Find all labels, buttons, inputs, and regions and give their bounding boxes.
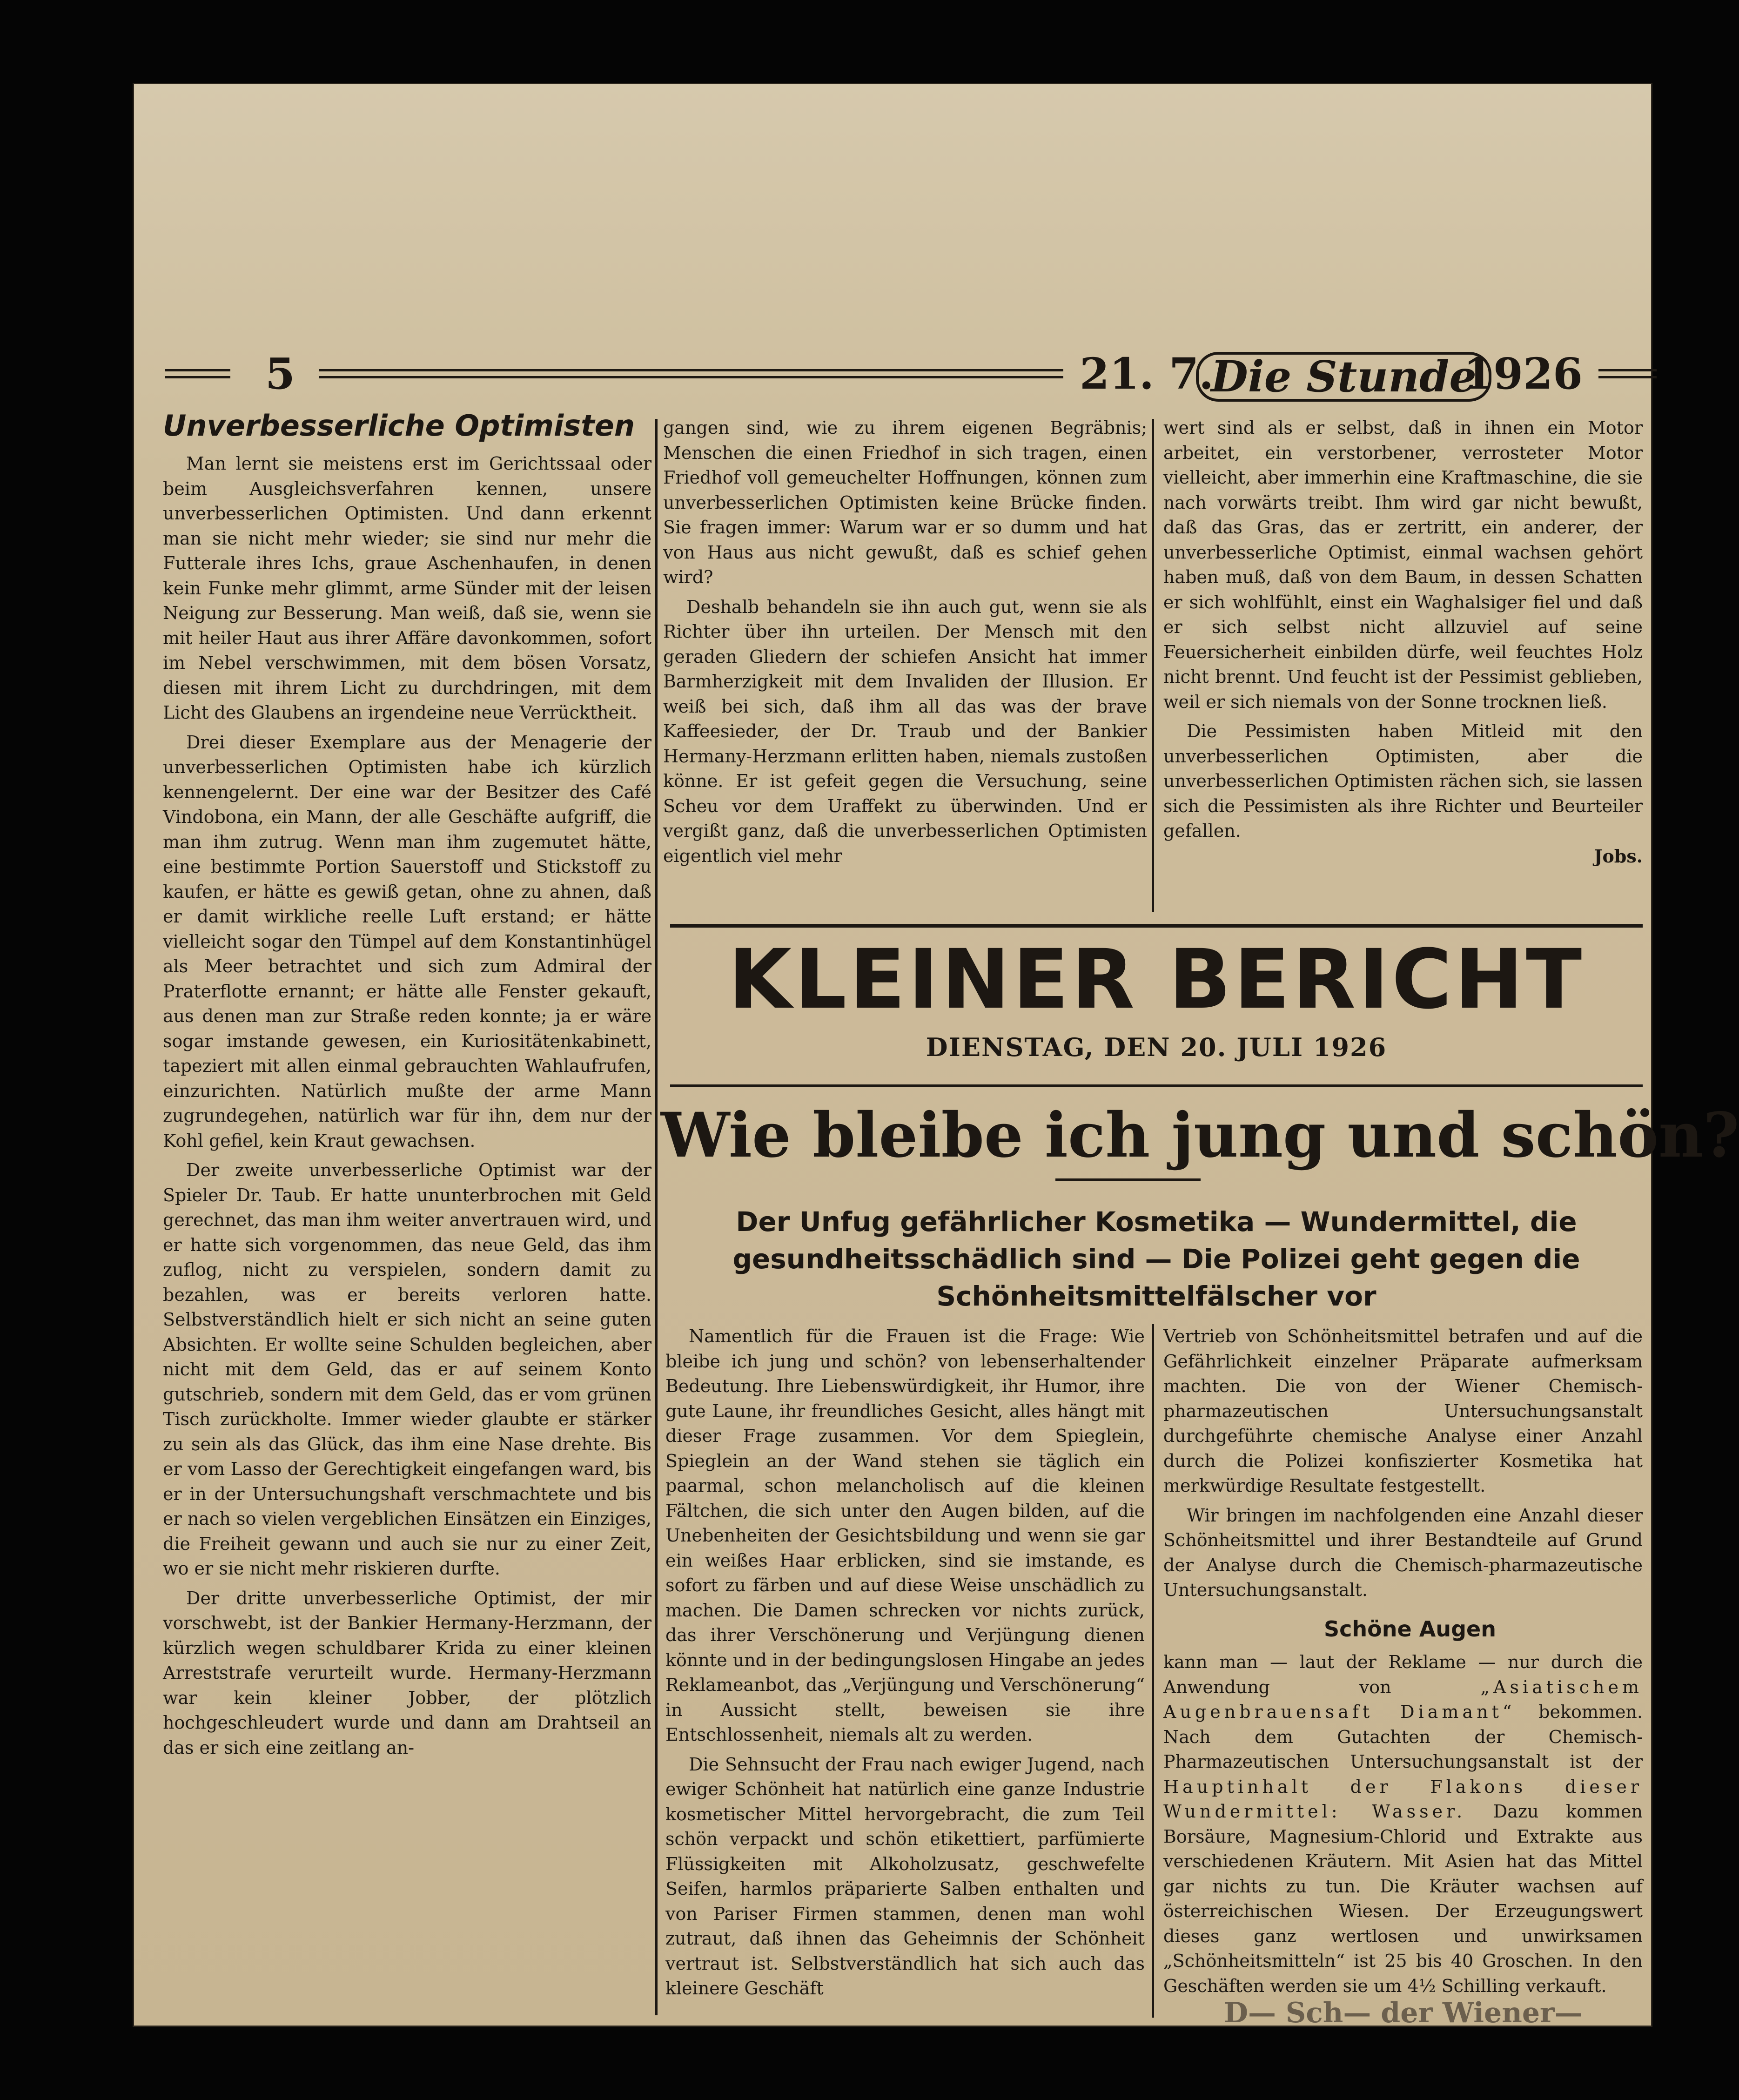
paragraph: wert sind als er selbst, daß in ihnen ein Motor arbeitet, ein verstorbener, verrosteter Motor vielleicht, aber immerhin eine Kraftmaschine, die sie nach vorwärts treibt. Ihm wird gar nicht bewußt, daß das Gras, das er zertritt, ein anderer, der unverbesserliche Optimist, einmal wachsen gehört haben muß, daß von dem Baum, in dessen Schatten er sich wohlfühlt, einst ein Waghalsiger fiel und daß er sich selbst nicht allzuviel auf seine Feuersicherheit einbilden dürfe, weil feuchtes Holz nicht brennt. Und feucht ist der Pessimist geblieben, weil er sich niemals von der Sonne trocknen ließ. xyxy=(1163,417,1643,712)
column-divider xyxy=(1152,1324,1154,2018)
text: kann man — laut der Reklame — nur durch die Anwendung von xyxy=(1163,1652,1643,1697)
masthead-rule xyxy=(1598,369,1657,378)
masthead-date: 21. 7. xyxy=(1080,349,1214,399)
newspaper-logo: Die Stunde xyxy=(1196,352,1491,402)
paragraph: Deshalb behandeln sie ihn auch gut, wenn sie als Richter über ihn urteilen. Der Mensch mit den geraden Gliedern der schiefen Ansicht hat immer Barmherzigkeit mit dem Invaliden der Illusion. Er weiß bei sich, daß ihm all das was der brave Kaffeesieder, der Dr. Traub und der Bankier Hermany-Herzmann erlitten haben, niemals zustoßen könne. Er ist gefeit gegen die Versuchung, seine Scheu vor dem Uraffekt zu überwinden. Und er vergißt ganz, daß die unverbesserlichen Optimisten eigentlich viel mehr xyxy=(663,596,1147,866)
section-rule xyxy=(670,1084,1643,1087)
headline-underline xyxy=(1055,1178,1201,1181)
article-column-6 xyxy=(1163,1650,1643,1996)
subheading: Schöne Augen xyxy=(1324,1616,1496,1642)
paragraph: Die Pessimisten haben Mitleid mit den unverbesserlichen Optimisten, aber die unverbesserlichen Optimisten rächen sich, sie lassen sich die Pessimisten als ihre Richter und Beurteiler gefallen. xyxy=(1163,721,1643,841)
paragraph: Drei dieser Exemplare aus der Menagerie der unverbesserlichen Optimisten habe ich kürzlich kennengelernt. Der eine war der Besitzer des Café Vindobona, ein Mann, der alle Geschäfte aufgriff, die man ihm zutrug. Wenn man ihm zugemutet hätte, eine bestimmte Portion Sauerstoff und Stickstoff zu kaufen, er hätte es gewiß getan, ohne zu ahnen, daß er damit wirkliche reelle Luft erstand; er hätte vielleicht sogar den Tümpel auf dem Konstantinhügel als Meer betrachtet und sich zum Admiral der Praterflotte ernannt; er hätte alle Fenster gekauft, aus denen man zur Straße reden konnte; ja er wäre sogar imstande gewesen, ein Kuriositätenkabinett, tapeziert mit allen einmal gebrauchten Wahlaufrufen, einzurichten. Natürlich mußte der arme Mann zugrundegehen, natürlich war für ihn, dem nur der Kohl gefiel, kein Kraut gewachsen. xyxy=(163,732,651,1151)
paragraph: gangen sind, wie zu ihrem eigenen Begräbnis; Menschen die einen Friedhof in sich tragen, einen Friedhof voll gemeuchelter Hoffnungen, können zum unverbesserlichen Optimisten keine Brücke finden. Sie fragen immer: Warum war er so dumm und hat von Haus aus nicht gewußt, daß es schief gehen wird? xyxy=(663,417,1147,587)
article-column-3 xyxy=(1163,416,1643,914)
spaced-text: „Asiatischem Augenbrauensaft Diamant“ xyxy=(1163,1676,1643,1722)
subheadline: Der Unfug gefährlicher Kosmetika — Wundermittel, die gesundheitsschädlich sind — Die Polizei geht gegen die Schönheitsmittelfälscher vor xyxy=(732,1206,1580,1312)
headline: Wie bleibe ich jung und schön? xyxy=(661,1099,1739,1171)
paragraph: Wir bringen im nachfolgenden eine Anzahl dieser Schönheitsmittel und ihrer Bestandteile auf Grund der Analyse durch die Chemisch-pharmazeutische Untersuchungsanstalt. xyxy=(1163,1505,1643,1600)
masthead-year: 1926 xyxy=(1464,349,1583,399)
paragraph: Vertrieb von Schönheitsmittel betrafen und auf die Gefährlichkeit einzelner Präparate aufmerksam machten. Die von der Wiener Chemisch-pharmazeutischen Untersuchungsanstalt durchgeführte chemische Analyse einer Anzahl durch die Polizei konfiszierter Kosmetika hat merkwürdige Resultate festgestellt. xyxy=(1163,1326,1643,1496)
paragraph: Man lernt sie meistens erst im Gerichtssaal oder beim Ausgleichsverfahren kennen, unsere unverbesserlichen Optimisten. Und dann erkennt man sie nicht mehr wieder; sie sind nur mehr die Futterale ihres Ichs, graue Aschenhaufen, in denen kein Funke mehr glimmt, arme Sünder mit der leisen Neigung zur Besserung. Man weiß, daß sie, wenn sie mit heiler Haut aus ihrer Affäre davonkommen, sofort im Nebel verschwimmen, mit dem bösen Vorsatz, diesen mit ihrem Licht zu durchdringen, mit dem Licht des Glaubens an irgendeine neue Verrücktheit. xyxy=(163,453,651,723)
section-date: DIENSTAG, DEN 20. JULI 1926 xyxy=(926,1032,1387,1062)
column-divider xyxy=(1152,419,1154,912)
cut-off-heading-fragment: D— Sch— der Wiener— xyxy=(1224,1997,1583,2029)
article-title: Unverbesserliche Optimisten xyxy=(163,409,635,443)
masthead-rule xyxy=(165,369,230,378)
article-column-5 xyxy=(1163,1324,1643,1608)
paragraph: Der zweite unverbesserliche Optimist war der Spieler Dr. Taub. Er hatte ununterbrochen mit Geld gerechnet, das man ihm weiter anvertrauen wird, und er hatte sich vorgenommen, das neue Geld, das ihm zuflog, nicht zu verspielen, sondern damit zu bezahlen, was er bereits verloren hatte. Selbstverständlich hielt er sich nicht an seine guten Absichten. Er wollte seine Schulden begleichen, aber nicht mit dem Geld, das er auf seinem Konto gutschrieb, sondern mit dem Geld, das er vom grünen Tisch zurückholte. Immer wieder glaubte er stärker zu sein als das Glück, das ihm eine Nase drehte. Bis er vom Lasso der Gerechtigkeit eingefangen ward, bis er in der Untersuchungshaft verschmachtete und bis er nach so vielen vergeblichen Einsätzen ein Einziges, die Freiheit gewann und auch sie nur zu einer Zeit, wo er sie nicht mehr riskieren durfte. xyxy=(163,1160,651,1579)
section-title: KLEINER BERICHT xyxy=(728,932,1585,1027)
article-column-4 xyxy=(665,1324,1145,2015)
column-divider xyxy=(655,419,658,2015)
author-signature: Jobs. xyxy=(1594,845,1643,867)
masthead xyxy=(165,348,1654,402)
text: Dazu kommen Borsäure, Magnesium-Chlorid und Extrakte aus verschiedenen Kräutern. Mit Asien hat das Mittel gar nichts zu tun. Die Kräuter wachsen auf österreichischen Wiesen. Der Erzeugungswert dieses ganz wertlosen und unwirksamen „Schönheitsmitteln“ ist 25 bis 40 Groschen. In den Geschäften werden sie um 4½ Schilling verkauft. xyxy=(1163,1801,1643,1996)
article-column-2 xyxy=(663,416,1147,914)
paragraph: Der dritte unverbesserliche Optimist, der mir vorschwebt, ist der Bankier Hermany-Herzmann, der kürzlich wegen schuldbarer Krida zu einer kleinen Arreststrafe verurteilt wurde. Hermany-Herzmann war kein kleiner Jobber, der plötzlich hochgeschleudert wurde und dann am Drahtseil an das er sich eine zeitlang an- xyxy=(163,1588,651,1758)
masthead-rule xyxy=(319,369,1063,378)
article-column-1 xyxy=(163,451,651,2020)
spaced-text: Hauptinhalt der Flakons dieser Wundermittel: Wasser. xyxy=(1163,1776,1643,1822)
section-rule xyxy=(670,924,1643,928)
page-number: 5 xyxy=(265,349,295,399)
paragraph xyxy=(1163,1650,1643,1999)
text: bekommen. Nach dem Gutachten der Chemisch-Pharmazeutischen Untersuchungsanstalt ist der xyxy=(1163,1702,1643,1772)
paragraph: Namentlich für die Frauen ist die Frage: Wie bleibe ich jung und schön? von lebenserhaltender Bedeutung. Ihre Liebenswürdigkeit, ihr Humor, ihre gute Laune, ihr freundliches Gesicht, alles hängt mit dieser Frage zusammen. Vor dem Spieglein, Spieglein an der Wand stehen sie täglich ein paarmal, schon melancholisch auf die kleinen Fältchen, die sich unter den Augen bilden, auf die Unebenheiten der Gesichtsbildung und wenn sie gar ein weißes Haar erblicken, sind sie imstande, es sofort zu färben und auf diese Weise unschädlich zu machen. Die Damen schrecken vor nichts zurück, das ihrer Verschönerung und Verjüngung dienen könnte und in der bedingungslosen Hingabe an jedes Reklameanbot, das „Verjüngung und Verschönerung“ in Aussicht stellt, beweisen sie ihre Entschlossenheit, niemals alt zu werden. xyxy=(665,1326,1145,1745)
paragraph: Die Sehnsucht der Frau nach ewiger Jugend, nach ewiger Schönheit hat natürlich eine ganze Industrie kosmetischer Mittel hervorgebracht, die zum Teil schön verpackt und schön etikettiert, parfümierte Flüssigkeiten mit Alkoholzusatz, geschwefelte Seifen, harmlos präparierte Salben enthalten und von Pariser Firmen stammen, denen man wohl zutraut, daß ihnen das Geheimnis der Schönheit vertraut ist. Selbstverständlich hat sich auch das kleinere Geschäft xyxy=(665,1754,1145,1999)
